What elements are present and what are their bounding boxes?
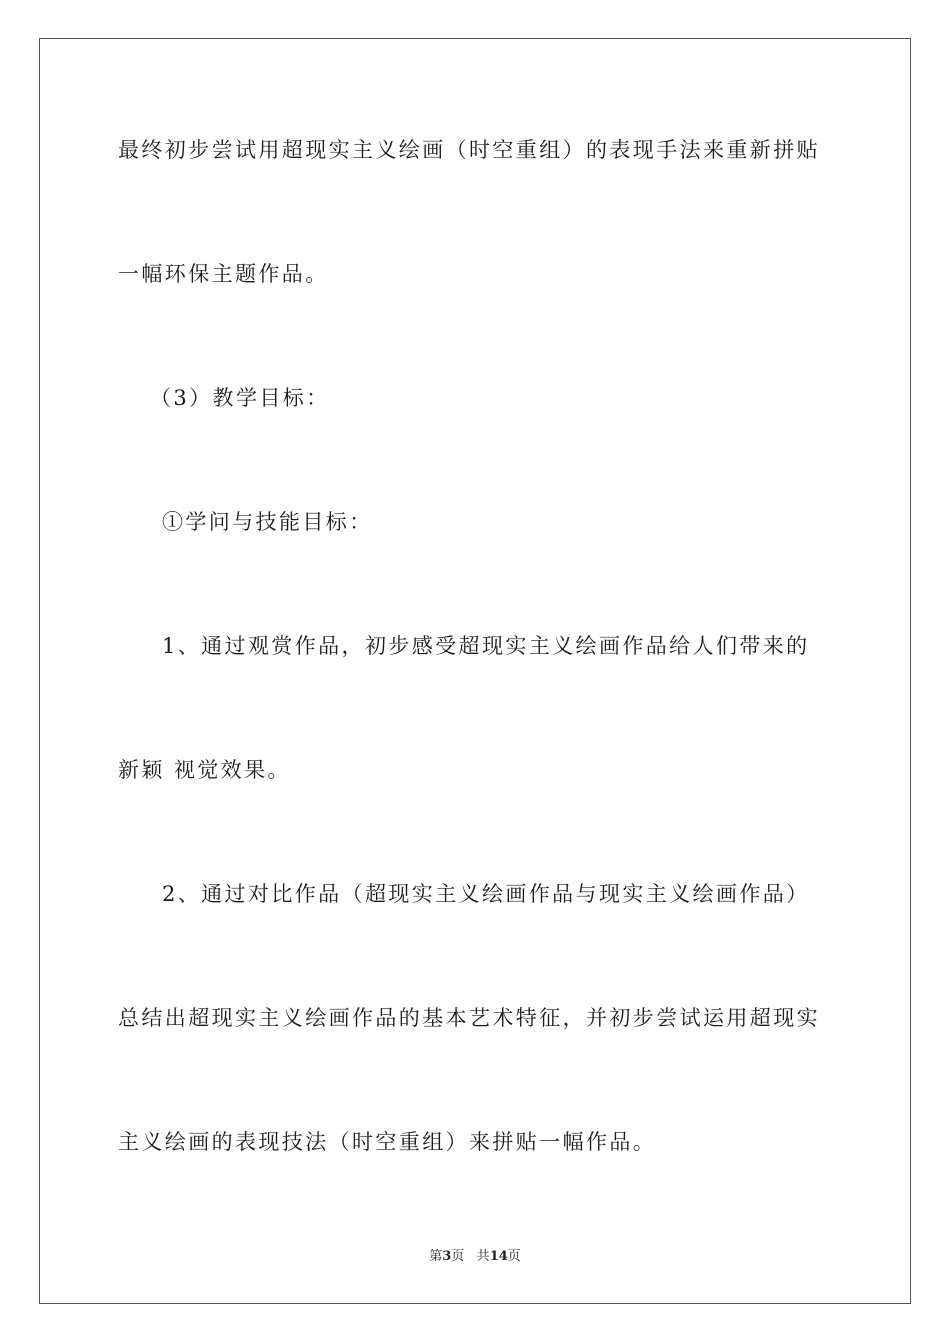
list-item-text: 2、通过对比作品（超现实主义绘画作品与现实主义绘画作品） <box>162 882 810 906</box>
page-border <box>39 38 911 1304</box>
page-number: 3 <box>442 1249 452 1264</box>
total-suffix: 页 <box>507 1249 521 1264</box>
body-text-line: 最终初步尝试用超现实主义绘画（时空重组）的表现手法来重新拼贴 <box>118 138 820 162</box>
list-item-text: 1、通过观赏作品，初步感受超现实主义绘画作品给人们带来的 <box>162 634 810 658</box>
page-suffix: 页 <box>451 1249 465 1264</box>
body-text-line: 一幅环保主题作品。 <box>118 262 329 286</box>
page-prefix: 第 <box>429 1249 443 1264</box>
body-text-line: 新颖 视觉效果。 <box>118 758 291 782</box>
body-text-line: 主义绘画的表现技法（时空重组）来拼贴一幅作品。 <box>118 1130 657 1154</box>
total-prefix: 共 <box>476 1249 490 1264</box>
total-pages: 14 <box>489 1249 508 1264</box>
body-text-line: 总结出超现实主义绘画作品的基本艺术特征，并初步尝试运用超现实 <box>118 1006 820 1030</box>
subsection-heading: ①学问与技能目标： <box>162 510 373 534</box>
section-heading: （3）教学目标： <box>150 386 330 410</box>
page-footer <box>0 1248 950 1266</box>
